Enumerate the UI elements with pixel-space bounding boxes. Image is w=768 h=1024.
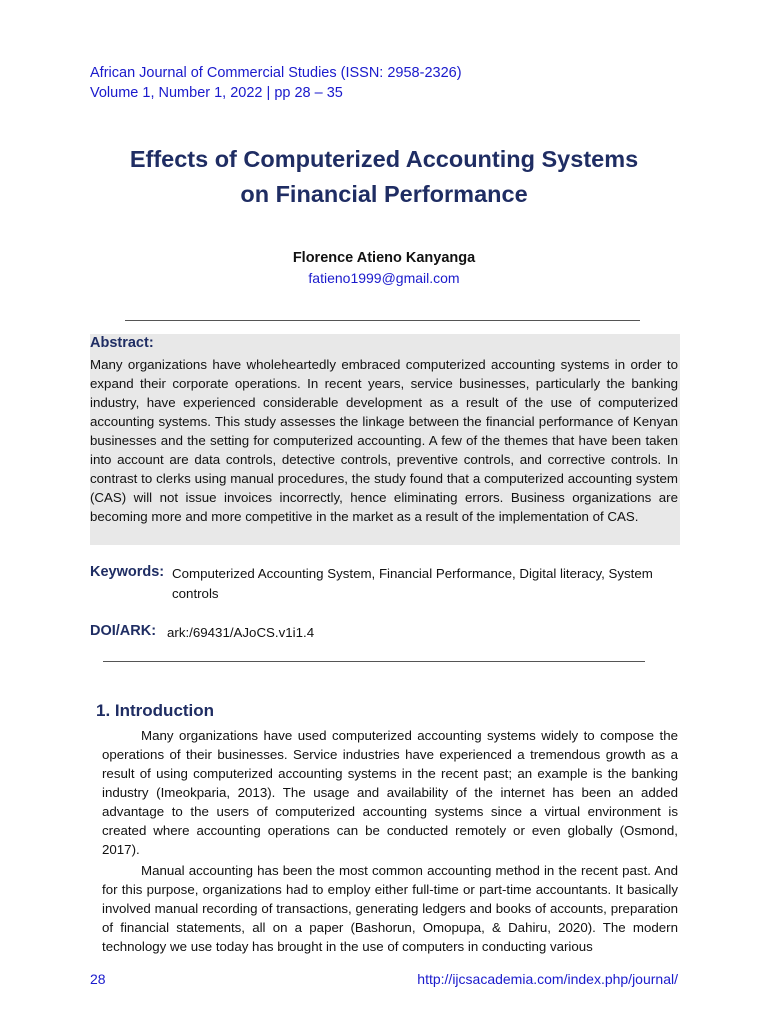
doi-value: ark:/69431/AJoCS.v1i1.4 [167,625,315,640]
author-name: Florence Atieno Kanyanga [292,250,476,266]
introduction-paragraph-1: Many organizations have used computerized accounting systems widely to compose the operations of their businesses. Service industries have experienced a tremendous growth as a result of using computerized accounting systems in the recent past; an example is the banking industry (Imeokparia, 2013). The usage and availability of the internet has been an added advantage to the users of computerized accounting systems since a virtual environment is created where accounting operations can be conducted remotely or even globally (Osmond, 2017). [102,728,678,857]
keywords-line-1: Computerized Accounting System, Financial Performance, Digital literacy, System [172,566,653,581]
keywords-text [172,564,682,604]
footer-page-number: 28 [90,971,106,987]
abstract-heading: Abstract: [90,335,154,351]
introduction-heading: 1. Introduction [96,701,215,720]
introduction-paragraph-2: Manual accounting has been the most common accounting method in the recent past. And for this purpose, organizations had to employ either full-time or part-time accountants. It basically involved manual recording of transactions, generating ledgers and books of accounts, preparation of financial statements, all on a paper (Bashorun, Omopupa, & Dahiru, 2020). The modern technology we use today has brought in the use of computers in conducting various [102,863,678,954]
footer-url-link[interactable]: http://ijcsacademia.com/index.php/journal/ [417,971,678,987]
author-email[interactable]: fatieno1999@gmail.com [308,270,460,286]
journal-volume-info: Volume 1, Number 1, 2022 | pp 28 – 35 [90,85,343,101]
journal-name: African Journal of Commercial Studies (ISSN: 2958-2326) [90,65,462,81]
keywords-label: Keywords: [90,564,165,580]
abstract-section [90,334,680,545]
divider-bottom [103,661,645,662]
paper-title-line-1: Effects of Computerized Accounting Systems [129,146,639,172]
introduction-body [102,726,678,958]
paper-title [0,142,768,212]
divider-top [125,320,640,321]
keywords-line-2: controls [172,586,219,601]
paper-title-line-2: on Financial Performance [240,181,528,207]
doi-label: DOI/ARK: [90,623,157,639]
journal-header [90,63,462,103]
abstract-text: Many organizations have wholeheartedly embraced computerized accounting systems in order to expand their corporate operations. In recent years, service businesses, particularly the banking industry, have experienced considerable development as a result of the use of computerized accounting systems. This study assesses the linkage between the financial performance of Kenyan businesses and the setting for computerized accounting. A few of the themes that have been taken into account are data controls, detective controls, preventive controls, and corrective controls. In contrast to clerks using manual procedures, the study found that a computerized accounting system (CAS) will not issue invoices incorrectly, hence eliminating errors. Business organizations are becoming more and more competitive in the market as a result of the implementation of CAS. [90,357,678,524]
